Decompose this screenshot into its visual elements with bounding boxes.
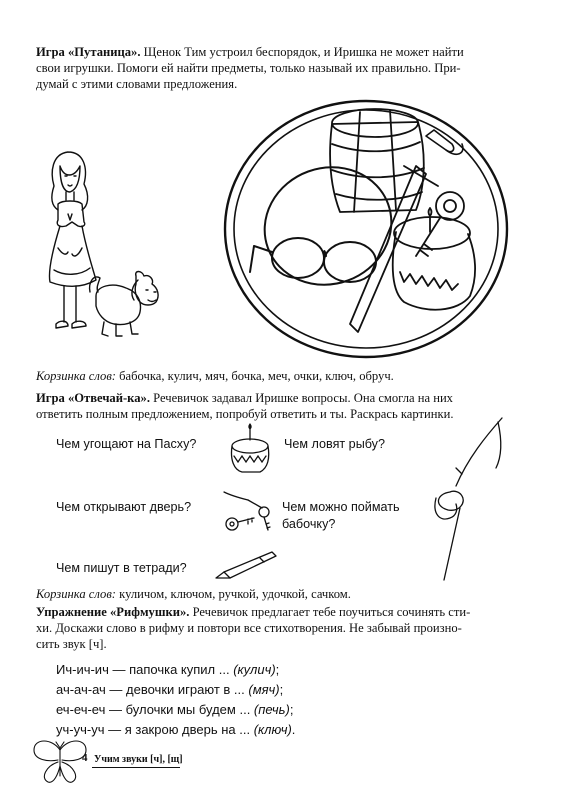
exercise-line1: Речевичок предлагает тебе поучиться сочинять сти-	[189, 605, 471, 619]
question-notebook: Чем пишут в тетради?	[56, 561, 187, 575]
rhyme-2-text: ач-ач-ач — девочки играют в ...	[56, 682, 249, 697]
word-basket-1-words: бабочка, кулич, мяч, бочка, меч, очки, ключ, обруч.	[115, 369, 394, 383]
barrel-icon	[330, 109, 424, 212]
rhyme-3-end: ;	[289, 702, 294, 717]
word-basket-2-label: Корзинка слов:	[36, 587, 116, 601]
fishing-rod-icon	[446, 416, 506, 488]
game2-title: Игра «Отвечай-ка».	[36, 391, 150, 405]
rhyme-line-1	[56, 660, 279, 680]
rhyme-3-text: еч-еч-еч — булочки мы будем ...	[56, 702, 254, 717]
game1-line1: Щенок Тим устроил беспорядок, и Иришка не может найти	[140, 45, 464, 59]
exercise-line3: сить звук [ч].	[36, 637, 107, 651]
pen-icon	[214, 548, 280, 582]
key-icon	[416, 192, 464, 256]
word-basket-2	[36, 586, 556, 602]
question-butterfly	[282, 499, 400, 533]
question-easter: Чем угощают на Пасху?	[56, 437, 197, 451]
game1-line2: свои игрушки. Помоги ей найти предметы, только называй их правильно. При-	[36, 61, 461, 75]
hoop-icon	[248, 150, 408, 303]
butterfly-icon	[30, 738, 90, 784]
rhyme-4-end: .	[291, 722, 296, 737]
rhyme-4-answer: (ключ)	[253, 722, 292, 737]
rhyme-line-3	[56, 700, 293, 720]
page-number: 4	[82, 752, 88, 764]
rhyme-4-text: уч-уч-уч — я закрою дверь на ...	[56, 722, 254, 737]
exercise-line2: хи. Доскажи слово в рифму и повтори все стихотворения. Не забывай произно-	[36, 621, 462, 635]
exercise-paragraph	[36, 604, 556, 652]
question-door: Чем открывают дверь?	[56, 500, 192, 514]
game2-line2: ответить полным предложением, попробуй ответить и ты. Раскрась картинки.	[36, 407, 454, 421]
word-basket-1	[36, 368, 556, 384]
rhyme-3-answer: (печь)	[253, 702, 290, 717]
word-basket-2-words: куличом, ключом, ручкой, удочкой, сачком.	[115, 587, 351, 601]
question-butterfly-line1: Чем можно поймать	[282, 500, 400, 514]
puppy-illustration	[86, 270, 166, 340]
game1-title: Игра «Путаница».	[36, 45, 141, 59]
rhyme-line-4	[56, 720, 295, 740]
footer-rule	[92, 767, 180, 768]
game1-line3: думай с этими словами предложения.	[36, 77, 238, 91]
frame-outer-circle	[225, 101, 507, 357]
word-basket-1-label: Корзинка слов:	[36, 369, 116, 383]
game1-paragraph	[36, 44, 556, 92]
rhyme-1-end: ;	[275, 662, 280, 677]
rhyme-line-2	[56, 680, 283, 700]
exercise-title: Упражнение «Рифмушки».	[36, 605, 190, 619]
game2-line1: Речевичок задавал Иришке вопросы. Она смогла на них	[149, 391, 453, 405]
rhyme-1-answer: (кулич)	[233, 662, 276, 677]
butterfly-net-icon	[430, 488, 490, 584]
kulich-icon	[228, 424, 272, 476]
keys-icon	[218, 490, 278, 536]
tangled-objects-illustration	[220, 96, 512, 362]
running-title: Учим звуки [ч], [щ]	[94, 754, 183, 765]
rhyme-2-answer: (мяч)	[248, 682, 280, 697]
question-fishing: Чем ловят рыбу?	[284, 437, 385, 451]
rhyme-1-text: Ич-ич-ич — папочка купил ...	[56, 662, 234, 677]
rhyme-2-end: ;	[279, 682, 284, 697]
question-butterfly-line2: бабочку?	[282, 517, 336, 531]
